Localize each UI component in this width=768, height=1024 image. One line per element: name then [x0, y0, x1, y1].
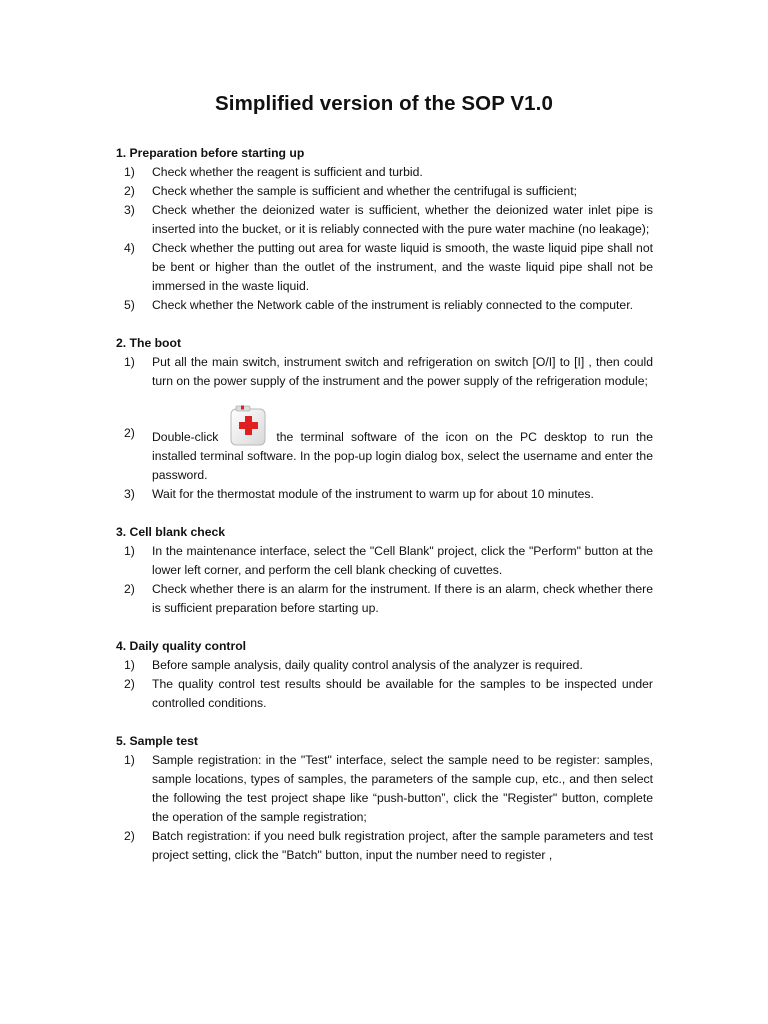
- item-number: 2): [124, 184, 135, 198]
- section-quality-control: [116, 637, 653, 713]
- document-body: [116, 144, 653, 884]
- item-number: 3): [124, 203, 135, 217]
- section-heading: 3. Cell blank check: [116, 525, 226, 539]
- list-item: [116, 827, 653, 865]
- step-list: [116, 163, 653, 315]
- section-heading: 2. The boot: [116, 336, 181, 350]
- list-item: [116, 353, 653, 391]
- item-text: Before sample analysis, daily quality control analysis of the analyzer is required.: [152, 658, 583, 672]
- item-text: Check whether the reagent is sufficient and turbid.: [152, 165, 423, 179]
- item-number: 3): [124, 487, 135, 501]
- list-item: [116, 163, 653, 182]
- list-item: [116, 239, 653, 296]
- item-text: Check whether the Network cable of the instrument is reliably connected to the computer.: [152, 298, 633, 312]
- item-number: 1): [124, 544, 135, 558]
- section-boot: [116, 334, 653, 504]
- list-item: [116, 542, 653, 580]
- item-number: 1): [124, 753, 135, 767]
- step-list: [116, 353, 653, 504]
- icon-line: [152, 405, 653, 447]
- item-text: Check whether the putting out area for waste liquid is smooth, the waste liquid pipe shall not be bent or higher than the outlet of the instrument, and the waste liquid pipe shall not be immersed in the waste liquid.: [152, 241, 653, 293]
- item-number: 2): [124, 426, 135, 440]
- item-text: The quality control test results should be available for the samples to be inspected under controlled conditions.: [152, 677, 653, 710]
- item-number: 4): [124, 241, 135, 255]
- item-text-rest: installed terminal software. In the pop-up login dialog box, select the username and enter the password.: [152, 449, 653, 482]
- section-cell-blank: [116, 523, 653, 618]
- list-item: [116, 580, 653, 618]
- section-sample-test: [116, 732, 653, 865]
- list-item: [116, 201, 653, 239]
- list-item: [116, 182, 653, 201]
- item-number: 5): [124, 298, 135, 312]
- item-text: Wait for the thermostat module of the instrument to warm up for about 10 minutes.: [152, 487, 594, 501]
- item-text: Check whether there is an alarm for the instrument. If there is an alarm, check whether there is sufficient preparation before starting up.: [152, 582, 653, 615]
- list-item: [116, 656, 653, 675]
- item-number: 1): [124, 165, 135, 179]
- section-heading: 5. Sample test: [116, 734, 198, 748]
- item-text: Check whether the sample is sufficient and whether the centrifugal is sufficient;: [152, 184, 577, 198]
- section-preparation: [116, 144, 653, 315]
- item-number: 2): [124, 582, 135, 596]
- item-text-before: Double-click: [152, 430, 219, 444]
- section-heading: 1. Preparation before starting up: [116, 146, 305, 160]
- list-item: [116, 751, 653, 827]
- list-item: [116, 675, 653, 713]
- step-list: [116, 656, 653, 713]
- item-number: 2): [124, 829, 135, 843]
- list-item: [116, 391, 653, 485]
- step-list: [116, 542, 653, 618]
- item-text: Check whether the deionized water is sufficient, whether the deionized water inlet pipe is inserted into the bucket, or it is reliably connected with the pure water machine (no leakage);: [152, 203, 653, 236]
- item-text: Put all the main switch, instrument switch and refrigeration on switch [O/I] to [I] , then could turn on the power supply of the instrument and the power supply of the refrigeration module;: [152, 355, 653, 388]
- list-item: [116, 485, 653, 504]
- step-list: [116, 751, 653, 865]
- list-item: [116, 296, 653, 315]
- terminal-software-icon: [228, 405, 270, 447]
- section-heading: 4. Daily quality control: [116, 639, 247, 653]
- item-text-after: the terminal software of the icon on the PC desktop to run the: [276, 430, 653, 444]
- item-text: Sample registration: in the "Test" interface, select the sample need to be register: samples, sample locations, types of samples, the parameters of the sample cup, etc., and then select the following the test project shape like “push-button”, click the "Register" button, complete the operation of the sample registration;: [152, 753, 653, 824]
- item-text: In the maintenance interface, select the "Cell Blank" project, click the "Perform" button at the lower left corner, and perform the cell blank checking of cuvettes.: [152, 544, 653, 577]
- item-number: 2): [124, 677, 135, 691]
- item-text: Batch registration: if you need bulk registration project, after the sample parameters and test project setting, click the "Batch" button, input the number need to register ,: [152, 829, 653, 862]
- item-number: 1): [124, 355, 135, 369]
- document-title: Simplified version of the SOP V1.0: [215, 92, 553, 115]
- item-number: 1): [124, 658, 135, 672]
